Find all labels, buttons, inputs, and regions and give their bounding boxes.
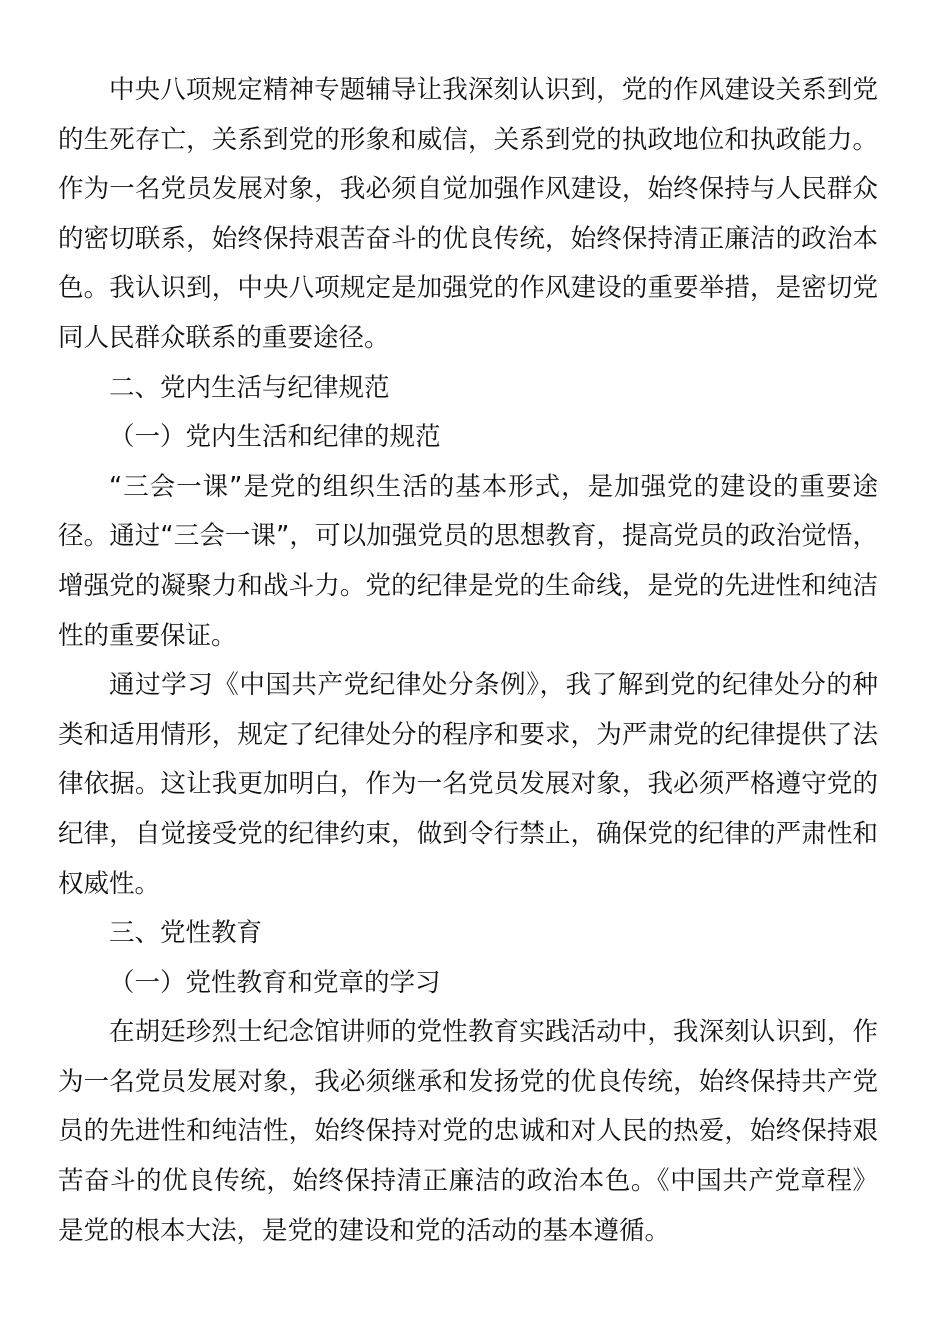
- subsection-heading-party-constitution: （一）党性教育和党章的学习: [109, 967, 441, 998]
- paragraph-eight-regulations: 中央八项规定精神专题辅导让我深刻认识到，党的作风建设关系到党的生死存亡，关系到党的形象和威信，关系到党的执政地位和执政能力。作为一名党员发展对象，我必须自觉加强作风建设，始终保持与人民群众的密切联系，始终保持艰苦奋斗的优良传统，始终保持清正廉洁的政治本色。我认识到，中央八项规定是加强党的作风建设的重要举措，是密切党同人民群众联系的重要途径。: [58, 75, 878, 353]
- paragraph-three-meetings: “三会一课”是党的组织生活的基本形式，是加强党的建设的重要途径。通过“三会一课”，可以加强党员的思想教育，提高党员的政治觉悟，增强党的凝聚力和战斗力。党的纪律是党的生命线，是党的先进性和纯洁性的重要保证。: [58, 471, 878, 651]
- paragraph-memorial-education: 在胡廷珍烈士纪念馆讲师的党性教育实践活动中，我深刻认识到，作为一名党员发展对象，我必须继承和发扬党的优良传统，始终保持共产党员的先进性和纯洁性，始终保持对党的忠诚和对人民的热爱，始终保持艰苦奋斗的优良传统，始终保持清正廉洁的政治本色。《中国共产党章程》是党的根本大法，是党的建设和党的活动的基本遵循。: [58, 1017, 878, 1246]
- section-heading-party-life: 二、党内生活与纪律规范: [109, 372, 390, 403]
- section-heading-party-spirit: 三、党性教育: [109, 918, 263, 949]
- paragraph-discipline-regulations: 通过学习《中国共产党纪律处分条例》，我了解到党的纪律处分的种类和适用情形，规定了纪律处分的程序和要求，为严肃党的纪律提供了法律依据。这让我更加明白，作为一名党员发展对象，我必须严格遵守党的纪律，自觉接受党的纪律约束，做到令行禁止，确保党的纪律的严肃性和权威性。: [58, 670, 878, 899]
- subsection-heading-party-life: （一）党内生活和纪律的规范: [109, 422, 441, 453]
- document-page: [58, 66, 878, 1256]
